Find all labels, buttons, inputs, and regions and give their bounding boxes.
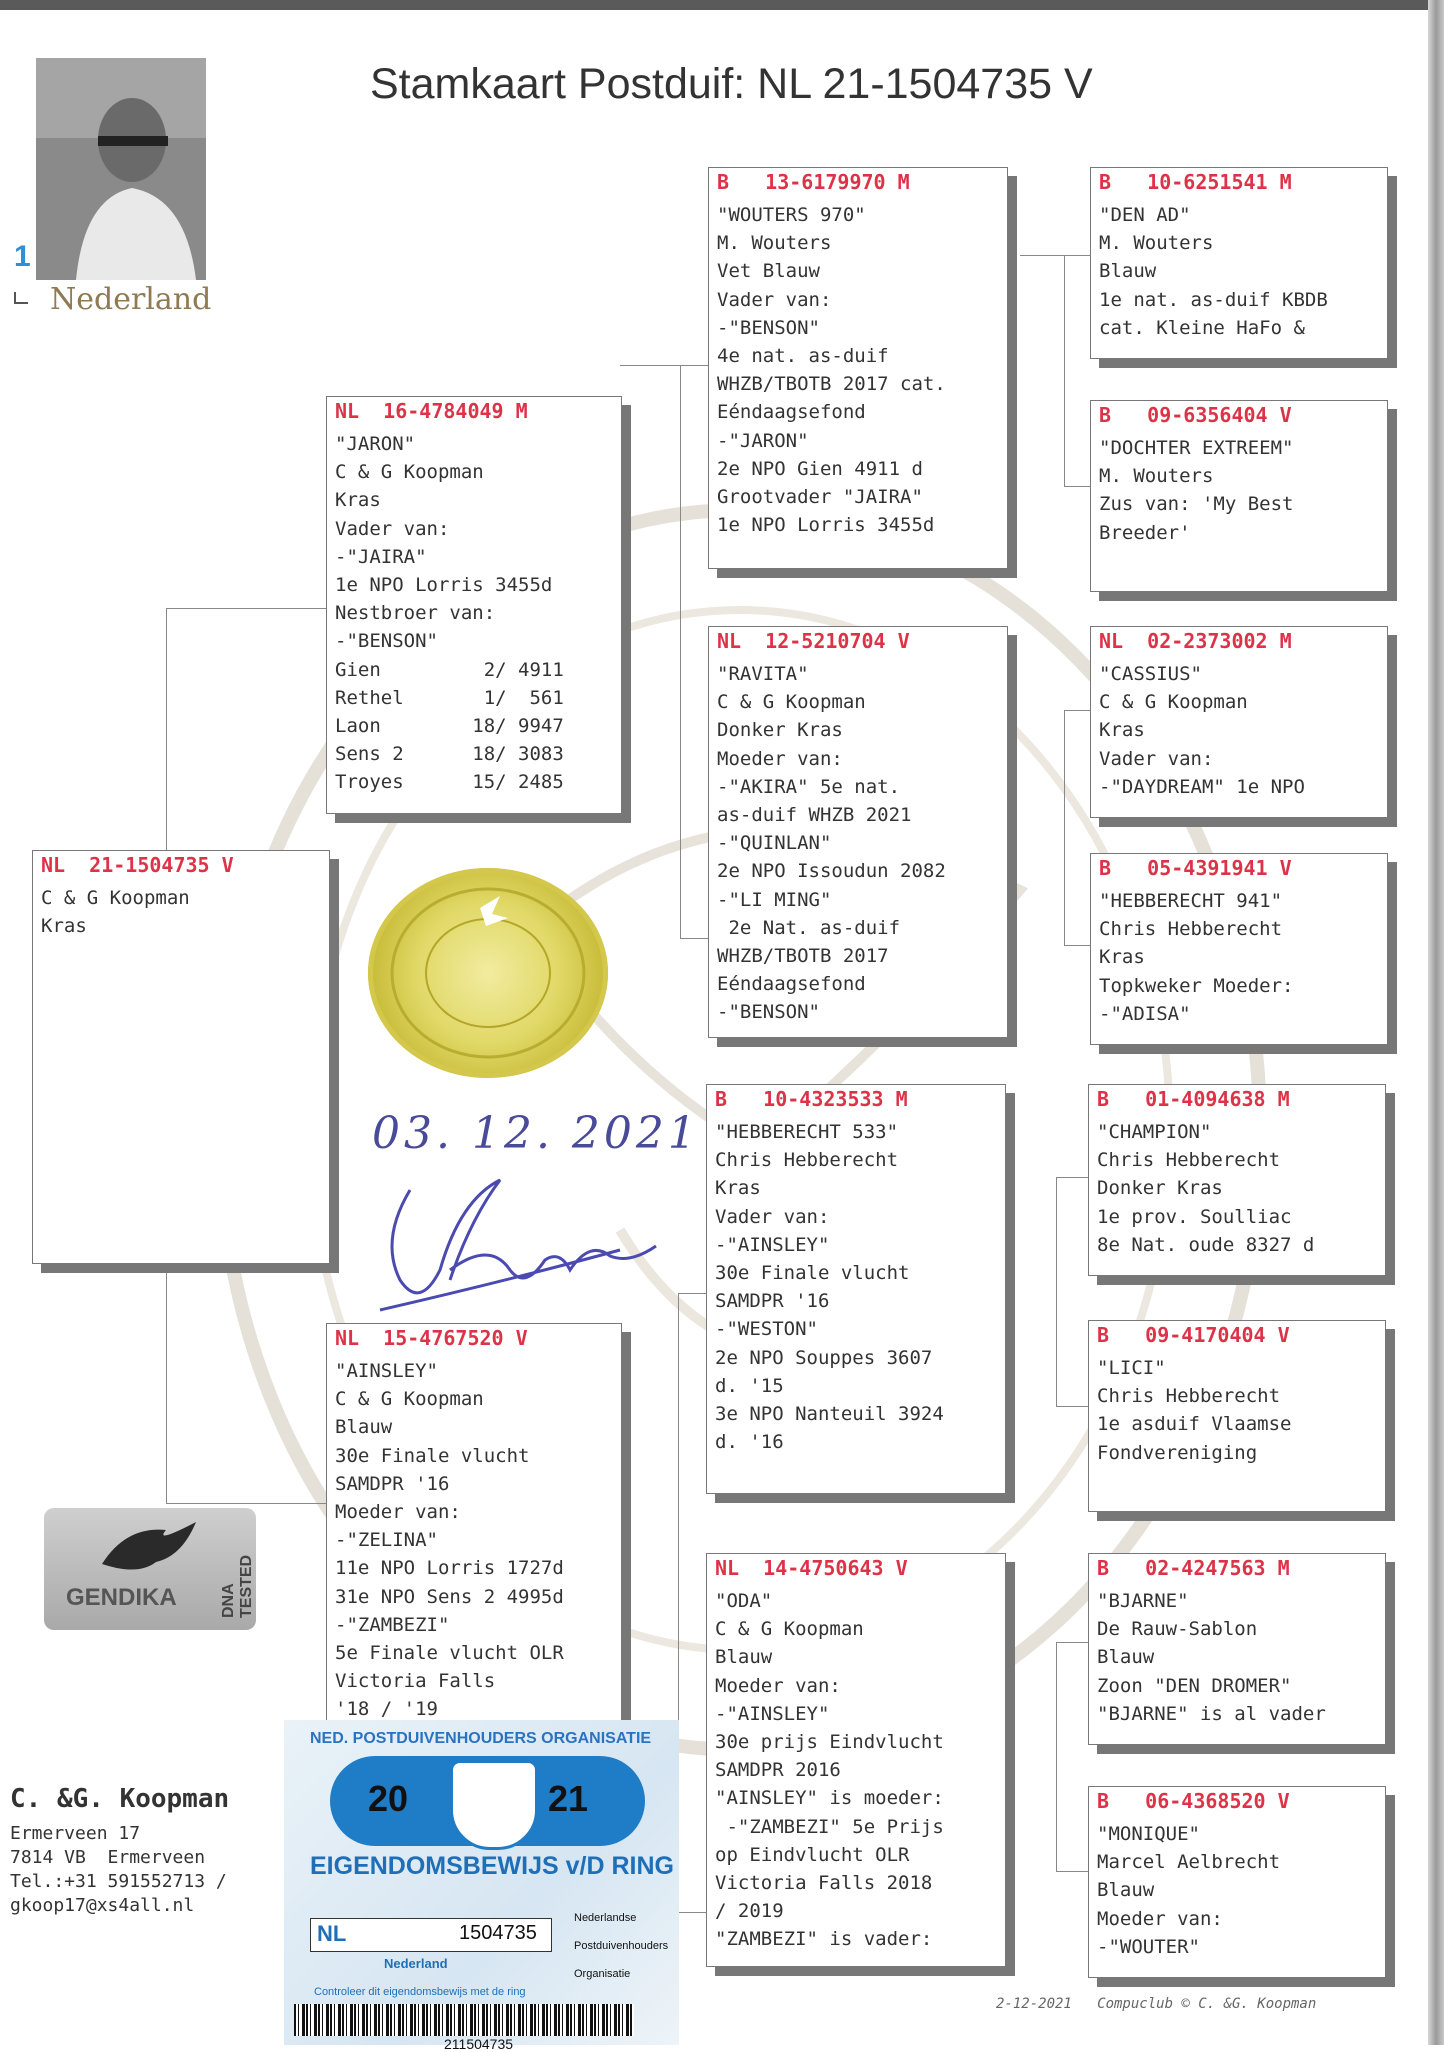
handwritten-date: 03. 12. 2021 (372, 1108, 700, 1159)
detail-line: Moeder van: (717, 747, 843, 770)
detail-line: "ODA" (715, 1590, 773, 1612)
detail-line: Blauw (1097, 1879, 1155, 1902)
detail-line: -"LI MING" (717, 888, 832, 911)
ownership-certificate (284, 1720, 679, 2052)
detail-line: Eéndaagsefond (717, 401, 866, 424)
pedigree-mf-mother (1088, 1320, 1386, 1512)
owner-name: C. &G. Koopman (10, 1784, 230, 1814)
photo-number: 1 (14, 240, 31, 273)
ring-number: B 02-4247563 M (1097, 1556, 1290, 1580)
ring-number: NL 12-5210704 V (717, 629, 910, 653)
detail-line: Marcel Aelbrecht (1097, 1851, 1281, 1874)
detail-line: Victoria Falls (335, 1670, 496, 1693)
certificate-title: EIGENDOMSBEWIJS v/D RING (310, 1852, 674, 1880)
detail-line: Moeder van: (715, 1674, 841, 1697)
detail-line: Blauw (1097, 1646, 1155, 1669)
owner-address-line: 7814 VB Ermerveen (10, 1847, 206, 1868)
detail-line: "HEBBERECHT 941" (1099, 890, 1283, 912)
pedigree-subject (32, 850, 330, 1264)
detail-line: 11e NPO Lorris 1727d (335, 1557, 564, 1580)
detail-line: Donker Kras (717, 719, 843, 742)
detail-line: "CHAMPION" (1097, 1121, 1212, 1143)
detail-line: / 2019 (715, 1900, 784, 1923)
pedigree-mf-father (1088, 1084, 1386, 1276)
pedigree-mother-father (706, 1084, 1006, 1494)
detail-line: WHZB/TBOTB 2017 (717, 945, 889, 968)
details (707, 1118, 1005, 1456)
detail-line: Zus van: 'My Best (1099, 493, 1294, 516)
details (1091, 887, 1387, 1028)
detail-line: 1e nat. as-duif KBDB (1099, 288, 1328, 311)
certificate-control-text: Controleer dit eigendomsbewijs met de ring (314, 1986, 526, 1998)
detail-line: 31e NPO Sens 2 4995d (335, 1585, 564, 1608)
detail-line: Rethel 1/ 561 (335, 686, 564, 709)
pedigree-fm-mother (1090, 853, 1388, 1045)
detail-line: Vader van: (715, 1205, 830, 1228)
detail-line: "HEBBERECHT 533" (715, 1121, 899, 1143)
detail-line: -"BENSON" (717, 316, 820, 339)
connector-mm-branch (1056, 1642, 1089, 1872)
detail-line: 3e NPO Nanteuil 3924 (715, 1403, 944, 1426)
detail-line: De Rauw-Sablon (1097, 1618, 1258, 1641)
detail-line: C & G Koopman (1099, 691, 1248, 714)
details (1091, 201, 1387, 342)
detail-line: C & G Koopman (717, 691, 866, 714)
detail-line: -"DAYDREAM" 1e NPO (1099, 775, 1305, 798)
barcode-number: 211504735 (444, 2036, 514, 2052)
detail-line: Vet Blauw (717, 260, 820, 283)
connector-father (620, 365, 680, 367)
detail-line: Moeder van: (335, 1501, 461, 1524)
details (709, 660, 1007, 1027)
connector-fm-branch (1064, 710, 1091, 946)
detail-line: SAMDPR '16 (335, 1472, 450, 1495)
detail-line: 5e Finale vlucht OLR (335, 1642, 564, 1665)
detail-line: C & G Koopman (715, 1618, 864, 1641)
detail-line: "LICI" (1097, 1357, 1166, 1379)
detail-line: WHZB/TBOTB 2017 cat. (717, 373, 946, 396)
detail-line: 1e NPO Lorris 3455d (717, 514, 935, 537)
detail-line: Eéndaagsefond (717, 973, 866, 996)
detail-line: Vader van: (335, 517, 450, 540)
detail-line: SAMDPR 2016 (715, 1759, 841, 1782)
detail-line: Blauw (715, 1646, 773, 1669)
detail-line: "BJARNE" is al vader (1097, 1702, 1326, 1725)
detail-line: Nestbroer van: (335, 602, 496, 625)
detail-line: Blauw (335, 1416, 393, 1439)
detail-line: 4e nat. as-duif (717, 345, 889, 368)
detail-line: SAMDPR '16 (715, 1290, 830, 1313)
ring-number: B 01-4094638 M (1097, 1087, 1290, 1111)
dna-tested-label: DNA TESTED (220, 1554, 255, 1618)
ring-number: B 06-4368520 V (1097, 1789, 1290, 1813)
pedigree-ff-mother (1090, 400, 1388, 592)
detail-line: cat. Kleine HaFo & (1099, 316, 1305, 339)
crest-icon (450, 1760, 538, 1850)
ring-number: B 13-6179970 M (717, 170, 910, 194)
detail-line: Troyes 15/ 2485 (335, 771, 564, 794)
detail-line: "AINSLEY" (335, 1360, 438, 1382)
detail-line: '18 / '19 (335, 1698, 438, 1721)
details (1089, 1820, 1385, 1961)
ring-number: NL 14-4750643 V (715, 1556, 908, 1580)
detail-line: 1e asduif Vlaamse (1097, 1413, 1292, 1436)
detail-line: 30e Finale vlucht (335, 1444, 530, 1467)
detail-line: 30e Finale vlucht (715, 1262, 910, 1285)
detail-line: M. Wouters (1099, 232, 1214, 255)
ring-country-code: NL (317, 1921, 347, 1946)
detail-line: -"AINSLEY" (715, 1233, 830, 1256)
details (1089, 1587, 1385, 1728)
detail-line: Chris Hebberecht (1097, 1149, 1281, 1172)
details (1091, 660, 1387, 801)
detail-line: Vader van: (717, 288, 832, 311)
details (1089, 1118, 1385, 1259)
ring-number: NL 21-1504735 V (41, 853, 234, 877)
ring-field (310, 1918, 552, 1952)
ring-number: B 10-6251541 M (1099, 170, 1292, 194)
details (1089, 1354, 1385, 1467)
ring-number: B 09-4170404 V (1097, 1323, 1290, 1347)
ring-number: B 05-4391941 V (1099, 856, 1292, 880)
detail-line: C & G Koopman (335, 1388, 484, 1411)
detail-line: M. Wouters (1099, 465, 1214, 488)
ring-number: NL 02-2373002 M (1099, 629, 1292, 653)
detail-line: Victoria Falls 2018 (715, 1872, 933, 1895)
detail-line: Kras (1099, 719, 1145, 742)
dna-tested-badge (44, 1508, 256, 1630)
detail-line: -"AINSLEY" (715, 1702, 830, 1725)
pedigree-ff-father (1090, 167, 1388, 359)
detail-line: Kras (41, 915, 87, 938)
detail-line: -"AKIRA" 5e nat. (717, 775, 901, 798)
detail-line: -"ADISA" (1099, 1002, 1191, 1025)
detail-line: 30e prijs Eindvlucht (715, 1731, 944, 1754)
ring-number: B 09-6356404 V (1099, 403, 1292, 427)
certificate-year-left: 20 (368, 1778, 409, 1819)
detail-line: "AINSLEY" is moeder: (715, 1787, 944, 1810)
detail-line: C & G Koopman (335, 461, 484, 484)
footer-credit: 2-12-2021 Compuclub © C. &G. Koopman (996, 1996, 1317, 2012)
details (1091, 434, 1387, 547)
detail-line: Chris Hebberecht (1099, 918, 1283, 941)
detail-line: -"ZAMBEZI" 5e Prijs (715, 1815, 944, 1838)
owner-email: gkoop17@xs4all.nl (10, 1895, 195, 1916)
pedigree-mother-mother (706, 1553, 1006, 1967)
detail-line: "WOUTERS 970" (717, 204, 866, 226)
detail-line: 2e NPO Souppes 3607 (715, 1346, 933, 1369)
detail-line: Moeder van: (1097, 1907, 1223, 1930)
detail-line: Donker Kras (1097, 1177, 1223, 1200)
detail-line: Zoon "DEN DROMER" (1097, 1674, 1292, 1697)
detail-line: "RAVITA" (717, 663, 809, 685)
detail-line: Chris Hebberecht (715, 1149, 899, 1172)
owner-address-line: Ermerveen 17 (10, 1823, 141, 1844)
detail-line: Fondvereniging (1097, 1441, 1258, 1464)
detail-line: 1e prov. Soulliac (1097, 1205, 1292, 1228)
connector-father-branch (680, 365, 709, 939)
detail-line: "MONIQUE" (1097, 1823, 1200, 1845)
connector-ff (1020, 255, 1064, 257)
pedigree-fm-father (1090, 626, 1388, 818)
pedigree-father-mother (708, 626, 1008, 1038)
connector-mother-branch (678, 1293, 709, 1913)
npo-logo-text (574, 1904, 668, 1988)
details (707, 1587, 1005, 1954)
detail-line: Kras (1099, 946, 1145, 969)
detail-line: Kras (335, 489, 381, 512)
detail-line: d. '16 (715, 1431, 784, 1454)
detail-line: -"QUINLAN" (717, 832, 832, 855)
detail-line: "JARON" (335, 433, 416, 455)
detail-line: -"ZAMBEZI" (335, 1613, 450, 1636)
detail-line: as-duif WHZB 2021 (717, 804, 912, 827)
owner-block (10, 1784, 229, 1918)
npo-line: Postduivenhouders (574, 1940, 669, 1952)
npo-line: Nederlandse (574, 1912, 637, 1924)
detail-line: -"JAIRA" (335, 545, 427, 568)
details (327, 430, 621, 797)
detail-line: Blauw (1099, 260, 1157, 283)
detail-line: op Eindvlucht OLR (715, 1843, 910, 1866)
detail-line: Kras (715, 1177, 761, 1200)
detail-line: Topkweker Moeder: (1099, 974, 1294, 997)
certificate-organisation: NED. POSTDUIVENHOUDERS ORGANISATIE (310, 1730, 652, 1747)
signature (360, 1160, 660, 1320)
details (709, 201, 1007, 539)
detail-line: C & G Koopman (41, 887, 190, 909)
pedigree-father-father (708, 167, 1008, 569)
detail-line: Breeder' (1099, 521, 1191, 544)
detail-line: -"BENSON" (335, 630, 438, 653)
pedigree-mother (326, 1323, 622, 1725)
detail-line: Laon 18/ 9947 (335, 715, 564, 738)
detail-line: -"WESTON" (715, 1318, 818, 1341)
detail-line: Sens 2 18/ 3083 (335, 743, 564, 766)
detail-line: 1e NPO Lorris 3455d (335, 574, 553, 597)
npo-line: Organisatie (574, 1968, 631, 1980)
certificate-country: Nederland (384, 1956, 448, 1971)
hologram-seal (368, 868, 608, 1078)
detail-line: Chris Hebberecht (1097, 1385, 1281, 1408)
connector-mf-branch (1056, 1177, 1089, 1407)
detail-line: Vader van: (1099, 747, 1214, 770)
detail-line: 2e NPO Issoudun 2082 (717, 860, 946, 883)
ring-number: NL 16-4784049 M (335, 399, 528, 423)
detail-line: Grootvader "JAIRA" (717, 486, 923, 509)
pedigree-mm-father (1088, 1553, 1386, 1745)
right-edge (1428, 0, 1444, 2045)
detail-line: Gien 2/ 4911 (335, 658, 564, 681)
breeder-photo (36, 58, 206, 280)
barcode (294, 2004, 634, 2036)
photo-country: Nederland (50, 282, 212, 317)
detail-line: -"WOUTER" (1097, 1935, 1200, 1958)
detail-line: 2e NPO Gien 4911 d (717, 457, 923, 480)
gendika-name: GENDIKA (66, 1584, 177, 1611)
detail-line: 8e Nat. oude 8327 d (1097, 1233, 1315, 1256)
top-edge (0, 0, 1444, 10)
ring-number-value: 1504735 (459, 1922, 537, 1944)
ring-number: NL 15-4767520 V (335, 1326, 528, 1350)
detail-line: -"ZELINA" (335, 1529, 438, 1552)
certificate-year-right: 21 (548, 1778, 589, 1819)
bird-icon (96, 1516, 206, 1586)
page-title: Stamkaart Postduif: NL 21-1504735 V (370, 60, 1093, 108)
photo-corner-mark (14, 292, 28, 304)
detail-line: M. Wouters (717, 232, 832, 255)
pedigree-father (326, 396, 622, 814)
detail-line: 2e Nat. as-duif (717, 916, 901, 939)
detail-line: "ZAMBEZI" is vader: (715, 1928, 933, 1951)
detail-line: "DOCHTER EXTREEM" (1099, 437, 1294, 459)
pedigree-mm-mother (1088, 1786, 1386, 1978)
detail-line: "BJARNE" (1097, 1590, 1189, 1612)
connector-ff-branch (1064, 255, 1091, 487)
detail-line: -"JARON" (717, 429, 809, 452)
detail-line: d. '15 (715, 1374, 784, 1397)
owner-phone: Tel.:+31 591552713 / (10, 1871, 227, 1892)
detail-line: "CASSIUS" (1099, 663, 1202, 685)
details (33, 884, 329, 940)
details (327, 1357, 621, 1724)
ring-number: B 10-4323533 M (715, 1087, 908, 1111)
detail-line: -"BENSON" (717, 1001, 820, 1024)
detail-line: "DEN AD" (1099, 204, 1191, 226)
